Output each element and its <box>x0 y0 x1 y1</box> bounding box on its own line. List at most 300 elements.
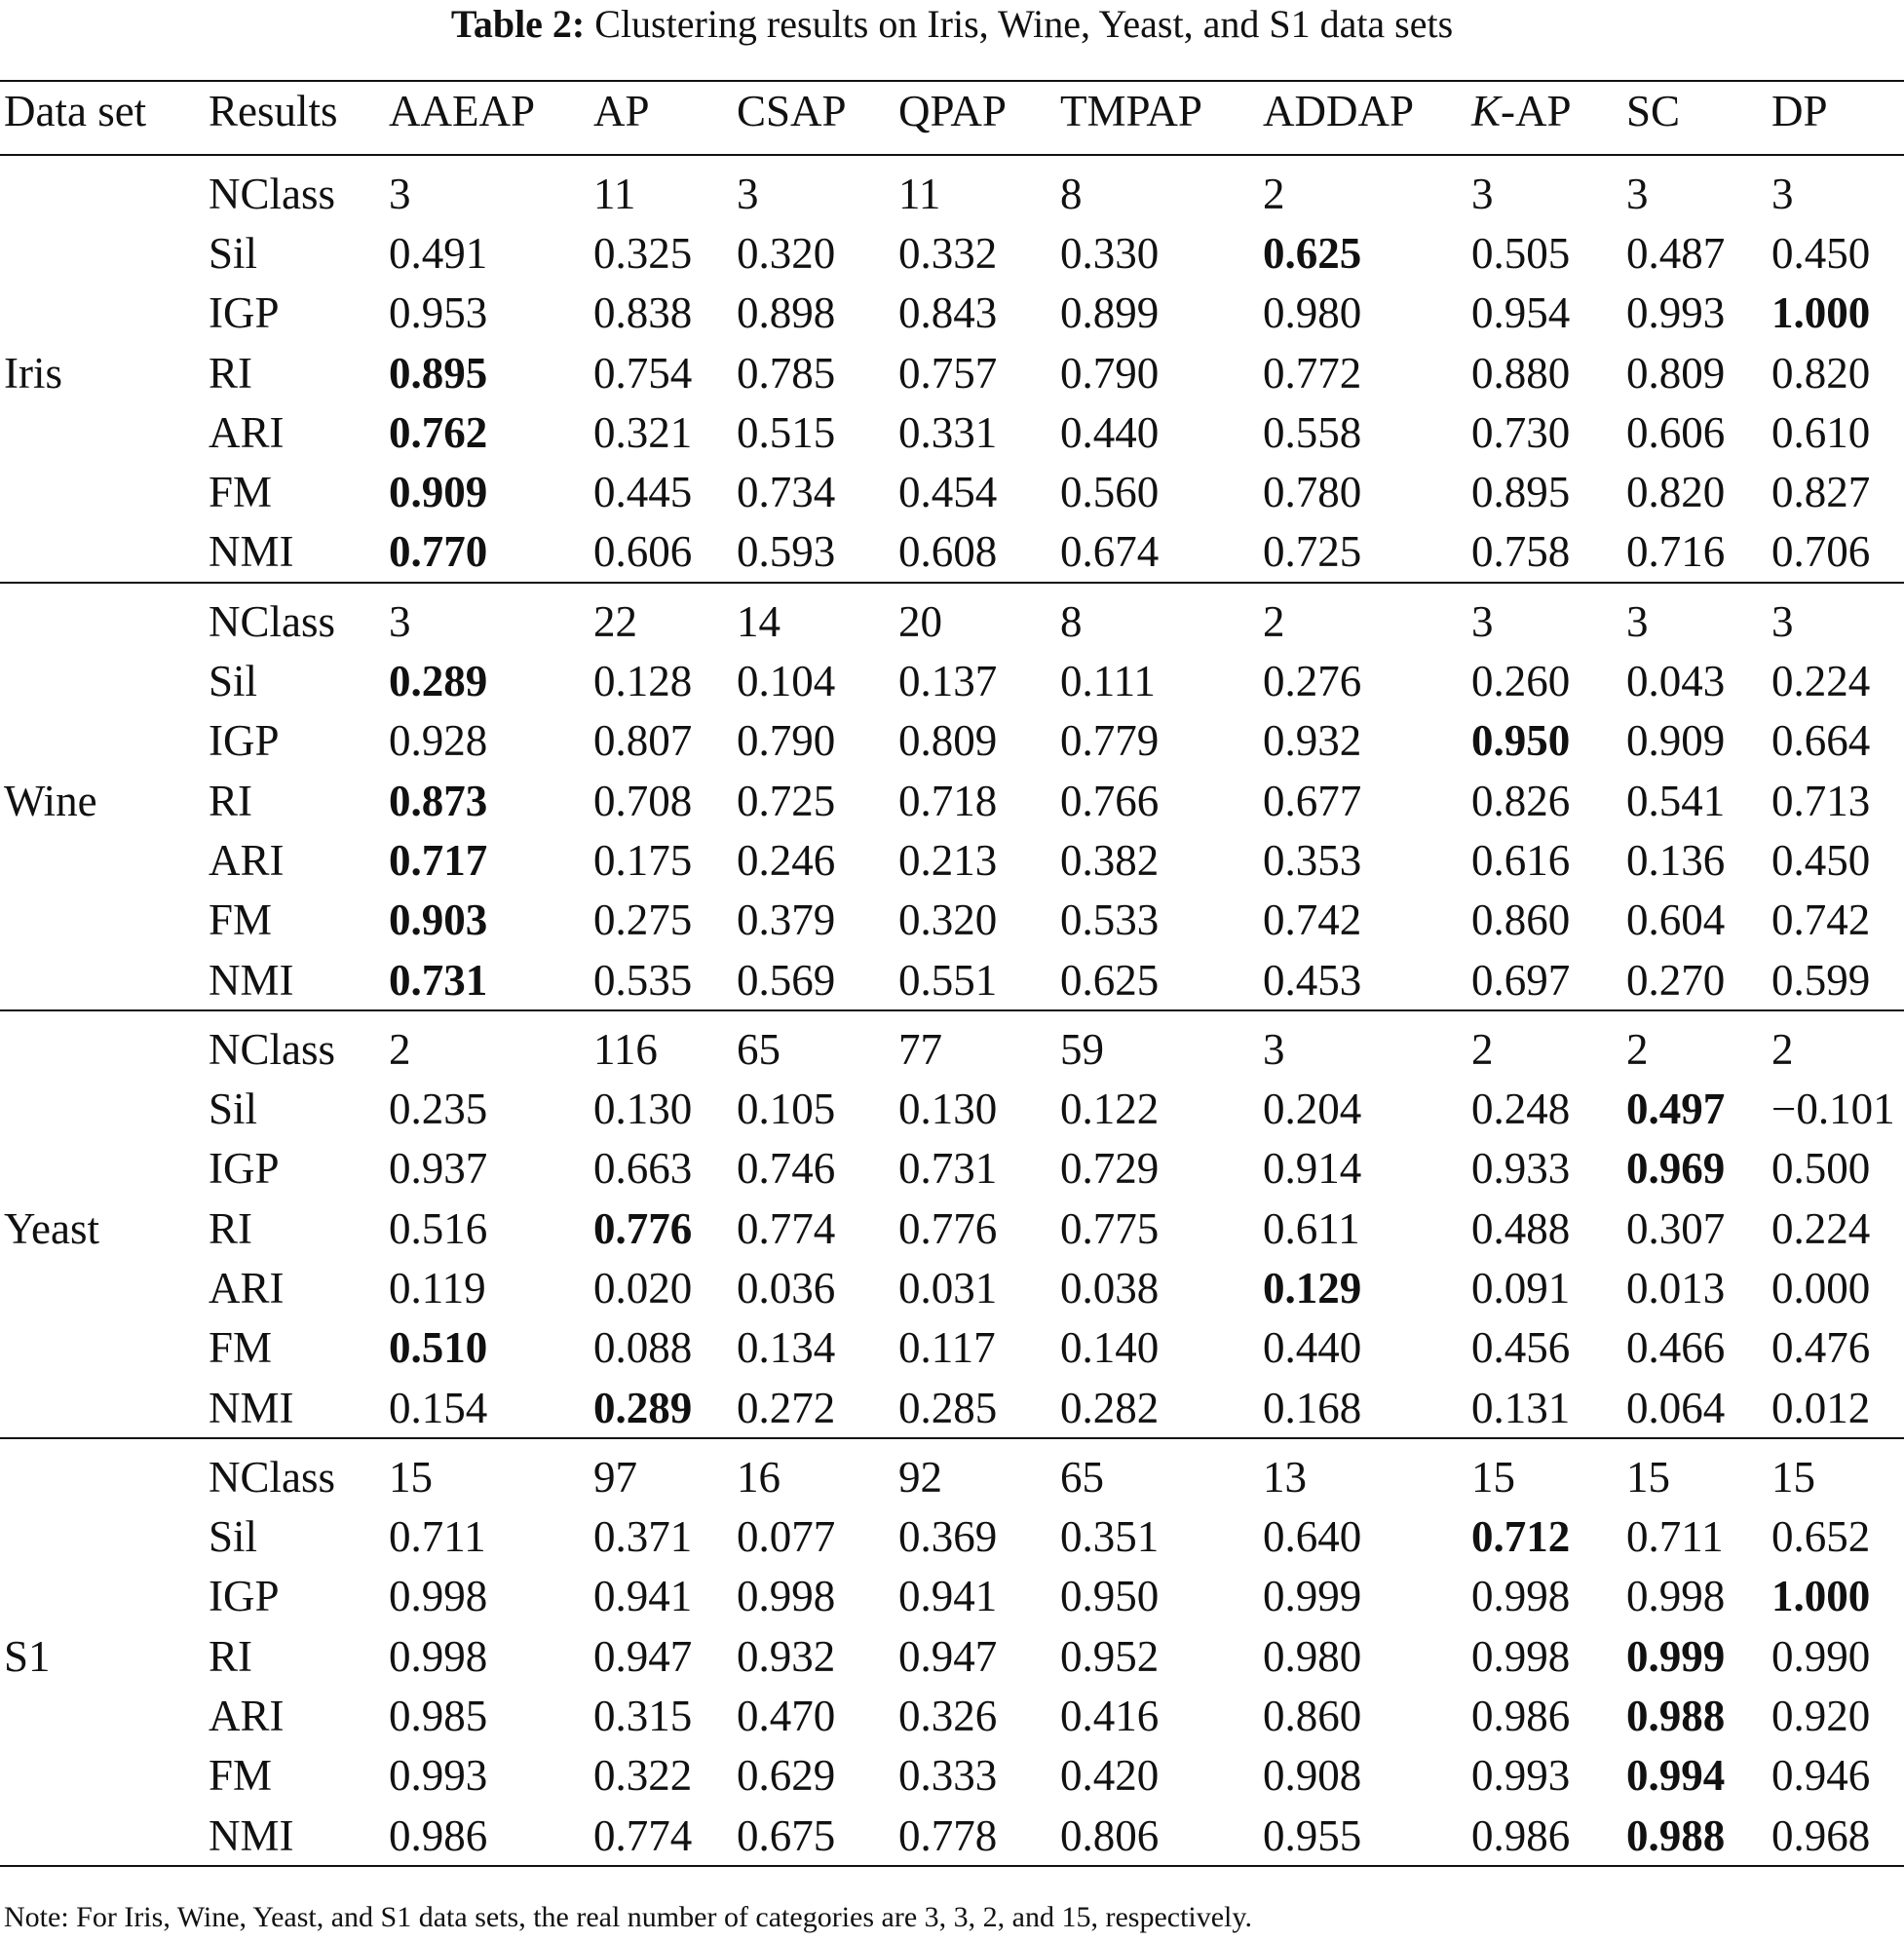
table-cell: 2 <box>1471 1024 1494 1074</box>
table-cell: 0.950 <box>1060 1572 1160 1621</box>
table-row <box>0 284 1904 343</box>
table-cell: 0.541 <box>1626 776 1726 825</box>
metric-label: Sil <box>209 1085 258 1134</box>
table-cell: 0.599 <box>1771 955 1871 1005</box>
table-cell: 0.988 <box>1626 1810 1726 1860</box>
metric-label: IGP <box>209 1144 280 1194</box>
table-cell: 0.128 <box>593 657 693 706</box>
metric-label: ARI <box>209 835 285 885</box>
table-cell: 0.119 <box>389 1263 486 1313</box>
table-cell: 0.932 <box>737 1631 836 1681</box>
dataset-group <box>0 1010 1904 1438</box>
metric-label: Sil <box>209 228 258 278</box>
metric-label: RI <box>209 1631 252 1681</box>
table-cell: 0.998 <box>1471 1631 1571 1681</box>
table-cell: 15 <box>1471 1452 1515 1502</box>
table-cell: 0.122 <box>1060 1085 1160 1134</box>
table-cell: 0.466 <box>1626 1323 1726 1373</box>
table-cell: 0.843 <box>898 288 998 338</box>
table-cell: 0.351 <box>1060 1512 1160 1562</box>
table-row <box>0 155 1904 223</box>
table-cell: 0.130 <box>593 1085 693 1134</box>
table-cell: 0.928 <box>389 716 488 766</box>
table-cell: 0.064 <box>1626 1383 1726 1432</box>
table-cell: 3 <box>1771 596 1794 646</box>
table-row <box>0 1139 1904 1199</box>
table-cell: 0.909 <box>389 468 488 517</box>
table-cell: 11 <box>898 169 941 218</box>
dataset-group <box>0 1438 1904 1866</box>
table-cell: 0.998 <box>1626 1572 1726 1621</box>
table-cell: 0.762 <box>389 407 488 457</box>
table-cell: 0.772 <box>1263 348 1362 398</box>
table-cell: 0.558 <box>1263 407 1362 457</box>
table-cell: 0.420 <box>1060 1751 1160 1801</box>
table-cell: 0.440 <box>1060 407 1160 457</box>
table-cell: 0.677 <box>1263 776 1362 825</box>
table-cell: 3 <box>1771 169 1794 218</box>
table-row <box>0 522 1904 583</box>
table-row <box>0 711 1904 771</box>
table-cell: 0.611 <box>1263 1203 1360 1253</box>
table-cell: 0.204 <box>1263 1085 1362 1134</box>
table-cell: 0.533 <box>1060 895 1160 945</box>
table-cell: 0.903 <box>389 895 488 945</box>
table-cell: 0.134 <box>737 1323 836 1373</box>
table-cell: 0.998 <box>389 1631 488 1681</box>
table-cell: 0.416 <box>1060 1692 1160 1741</box>
metric-label: NMI <box>209 1383 294 1432</box>
metric-label: FM <box>209 1323 273 1373</box>
table-cell: 0.895 <box>389 348 488 398</box>
table-cell: 0.776 <box>593 1203 693 1253</box>
table-cell: 0.154 <box>389 1383 488 1432</box>
metric-label: IGP <box>209 1572 280 1621</box>
table-cell: 3 <box>389 596 411 646</box>
table-cell: 0.371 <box>593 1512 693 1562</box>
table-row <box>0 771 1904 830</box>
table-cell: 3 <box>1263 1024 1285 1074</box>
table-cell: 0.860 <box>1471 895 1571 945</box>
table-cell: 0.774 <box>737 1203 836 1253</box>
table-cell: 0.353 <box>1263 835 1362 885</box>
column-header: AP <box>593 87 650 135</box>
table-cell: 0.986 <box>1471 1810 1571 1860</box>
table-cell: 0.282 <box>1060 1383 1160 1432</box>
table-cell: 0.706 <box>1771 527 1871 577</box>
table-cell: 8 <box>1060 596 1083 646</box>
table-cell: 22 <box>593 596 637 646</box>
table-cell: 0.105 <box>737 1085 836 1134</box>
table-cell: 0.140 <box>1060 1323 1160 1373</box>
table-cell: 0.758 <box>1471 527 1571 577</box>
table-cell: 0.450 <box>1771 835 1871 885</box>
table-cell: 0.130 <box>898 1085 998 1134</box>
table-cell: 0.730 <box>1471 407 1571 457</box>
table-cell: 0.608 <box>898 527 998 577</box>
dataset-name: Wine <box>4 776 97 825</box>
table-cell: 0.043 <box>1626 657 1726 706</box>
table-cell: 0.920 <box>1771 1692 1871 1741</box>
table-cell: 0.770 <box>389 527 488 577</box>
table-cell: 0.946 <box>1771 1751 1871 1801</box>
table-cell: 0.224 <box>1771 1203 1871 1253</box>
table-cell: 0.734 <box>737 468 836 517</box>
table-cell: 0.908 <box>1263 1751 1362 1801</box>
table-cell: 0.610 <box>1771 407 1871 457</box>
table-cell: 0.790 <box>1060 348 1160 398</box>
metric-label: Sil <box>209 1512 258 1562</box>
header-row <box>0 81 1904 155</box>
table-row <box>0 950 1904 1010</box>
table-cell: 0.104 <box>737 657 836 706</box>
table-cell: 0.955 <box>1263 1810 1362 1860</box>
table-cell: 3 <box>1471 169 1494 218</box>
table-cell: 14 <box>737 596 781 646</box>
table-cell: 0.980 <box>1263 288 1362 338</box>
table-cell: 0.456 <box>1471 1323 1571 1373</box>
metric-label: FM <box>209 468 273 517</box>
table-cell: 0.652 <box>1771 1512 1871 1562</box>
table-cell: 0.718 <box>898 776 998 825</box>
table-cell: 0.270 <box>1626 955 1726 1005</box>
metric-label: ARI <box>209 1692 285 1741</box>
table-cell: 0.260 <box>1471 657 1571 706</box>
table-cell: 0.510 <box>389 1323 488 1373</box>
table-cell: 0.729 <box>1060 1144 1160 1194</box>
column-header: QPAP <box>898 87 1007 135</box>
table-cell: 0.711 <box>1626 1512 1724 1562</box>
table-cell: 0.826 <box>1471 776 1571 825</box>
table-cell: 3 <box>1471 596 1494 646</box>
table-cell: 0.488 <box>1471 1203 1571 1253</box>
table-row <box>0 583 1904 651</box>
table-cell: 0.321 <box>593 407 693 457</box>
table-cell: 0.320 <box>898 895 998 945</box>
table-row <box>0 462 1904 521</box>
table-cell: 0.246 <box>737 835 836 885</box>
column-header: ADDAP <box>1263 87 1415 135</box>
table-cell: 0.516 <box>389 1203 488 1253</box>
table-cell: 0.899 <box>1060 288 1160 338</box>
table-row <box>0 1626 1904 1686</box>
table-cell: 0.994 <box>1626 1751 1726 1801</box>
table-cell: 0.993 <box>1626 288 1726 338</box>
table-cell: 8 <box>1060 169 1083 218</box>
table-cell: 0.766 <box>1060 776 1160 825</box>
table-row <box>0 223 1904 283</box>
table-cell: 0.137 <box>898 657 998 706</box>
metric-label: NClass <box>209 1024 336 1074</box>
results-table <box>0 80 1904 1867</box>
table-cell: 0.780 <box>1263 468 1362 517</box>
table-cell: 0.988 <box>1626 1692 1726 1741</box>
metric-label: ARI <box>209 407 285 457</box>
table-cell: 0.998 <box>389 1572 488 1621</box>
table-row <box>0 1079 1904 1138</box>
table-cell: 0.713 <box>1771 776 1871 825</box>
table-cell: 0.606 <box>593 527 693 577</box>
metric-label: IGP <box>209 288 280 338</box>
metric-label: NClass <box>209 1452 336 1502</box>
metric-label: FM <box>209 1751 273 1801</box>
table-note: Note: For Iris, Wine, Yeast, and S1 data sets, the real number of categories are 3, 3, 2, and 15, respectively. <box>4 1901 1252 1933</box>
table-cell: 0.809 <box>1626 348 1726 398</box>
metric-label: RI <box>209 776 252 825</box>
column-header: CSAP <box>737 87 847 135</box>
table-cell: 0.088 <box>593 1323 693 1373</box>
table-row <box>0 1746 1904 1806</box>
table-cell: 0.175 <box>593 835 693 885</box>
table-cell: 116 <box>593 1024 658 1074</box>
table-cell: 0.947 <box>898 1631 998 1681</box>
table-cell: 0.941 <box>898 1572 998 1621</box>
table-cell: 2 <box>389 1024 411 1074</box>
table-cell: 0.307 <box>1626 1203 1726 1253</box>
table-cell: 0.330 <box>1060 228 1160 278</box>
table-cell: 0.674 <box>1060 527 1160 577</box>
table-cell: 0.742 <box>1771 895 1871 945</box>
table-cell: 0.953 <box>389 288 488 338</box>
table-row <box>0 1567 1904 1626</box>
table-row <box>0 1686 1904 1745</box>
table-cell: 3 <box>389 169 411 218</box>
table-cell: 15 <box>1771 1452 1815 1502</box>
table-cell: 0.131 <box>1471 1383 1571 1432</box>
table-cell: 0.379 <box>737 895 836 945</box>
table-cell: 0.285 <box>898 1383 998 1432</box>
table-cell: 0.950 <box>1471 716 1571 766</box>
table-row <box>0 1199 1904 1258</box>
table-cell: 0.898 <box>737 288 836 338</box>
table-cell: 11 <box>593 169 636 218</box>
table-cell: 0.998 <box>1471 1572 1571 1621</box>
table-cell: 0.746 <box>737 1144 836 1194</box>
metric-label: RI <box>209 1203 252 1253</box>
table-row <box>0 1507 1904 1567</box>
table-cell: 0.716 <box>1626 527 1726 577</box>
table-cell: 0.914 <box>1263 1144 1362 1194</box>
table-cell: 3 <box>1626 169 1649 218</box>
table-cell: 0.806 <box>1060 1810 1160 1860</box>
table-row <box>0 651 1904 710</box>
table-cell: 0.224 <box>1771 657 1871 706</box>
table-cell: 1.000 <box>1771 288 1871 338</box>
table-row <box>0 1438 1904 1506</box>
table-cell: 0.993 <box>1471 1751 1571 1801</box>
table-cell: 0.827 <box>1771 468 1871 517</box>
table-cell: 0.880 <box>1471 348 1571 398</box>
table-cell: 1.000 <box>1771 1572 1871 1621</box>
table-cell: 0.999 <box>1626 1631 1726 1681</box>
table-row <box>0 891 1904 950</box>
table-cell: 0.453 <box>1263 955 1362 1005</box>
table-cell: 0.675 <box>737 1810 836 1860</box>
table-cell: 0.331 <box>898 407 998 457</box>
table-cell: 2 <box>1263 169 1285 218</box>
table-cell: 77 <box>898 1024 942 1074</box>
caption-text: Clustering results on Iris, Wine, Yeast, and S1 data sets <box>594 2 1454 46</box>
table-cell: 0.604 <box>1626 895 1726 945</box>
table-cell: 0.711 <box>389 1512 486 1562</box>
table-cell: 0.616 <box>1471 835 1571 885</box>
table-cell: 0.807 <box>593 716 693 766</box>
table-cell: 0.947 <box>593 1631 693 1681</box>
column-header: K-AP <box>1471 87 1572 135</box>
table-cell: 0.785 <box>737 348 836 398</box>
table-cell: 0.742 <box>1263 895 1362 945</box>
table-cell: 0.941 <box>593 1572 693 1621</box>
table-cell: 0.986 <box>1471 1692 1571 1741</box>
table-cell: 0.593 <box>737 527 836 577</box>
table-cell: 0.497 <box>1626 1085 1726 1134</box>
table-cell: 0.779 <box>1060 716 1160 766</box>
table-cell: 2 <box>1263 596 1285 646</box>
table-cell: 0.969 <box>1626 1144 1726 1194</box>
table-cell: 0.117 <box>898 1323 996 1373</box>
table-cell: 0.322 <box>593 1751 693 1801</box>
table-cell: 3 <box>1626 596 1649 646</box>
table-cell: 0.320 <box>737 228 836 278</box>
table-cell: 0.790 <box>737 716 836 766</box>
table-cell: 0.809 <box>898 716 998 766</box>
table-cell: 0.560 <box>1060 468 1160 517</box>
table-cell: 13 <box>1263 1452 1307 1502</box>
table-cell: 0.778 <box>898 1810 998 1860</box>
table-cell: 0.873 <box>389 776 488 825</box>
table-cell: 0.725 <box>737 776 836 825</box>
table-cell: 0.754 <box>593 348 693 398</box>
table-cell: 0.629 <box>737 1751 836 1801</box>
table-cell: 0.664 <box>1771 716 1871 766</box>
table-row <box>0 830 1904 890</box>
table-cell: 0.569 <box>737 955 836 1005</box>
table-cell: 0.663 <box>593 1144 693 1194</box>
table-cell: 0.031 <box>898 1263 998 1313</box>
metric-label: NMI <box>209 955 294 1005</box>
table-cell: 0.315 <box>593 1692 693 1741</box>
table-cell: 0.986 <box>389 1810 488 1860</box>
table-cell: 0.515 <box>737 407 836 457</box>
table-cell: 0.129 <box>1263 1263 1362 1313</box>
metric-label: RI <box>209 348 252 398</box>
table-row <box>0 1318 1904 1378</box>
table-cell: 0.248 <box>1471 1085 1571 1134</box>
dataset-name: Yeast <box>4 1203 99 1253</box>
table-cell: 0.968 <box>1771 1810 1871 1860</box>
table-cell: 0.860 <box>1263 1692 1362 1741</box>
table-cell: 20 <box>898 596 942 646</box>
table-cell: 92 <box>898 1452 942 1502</box>
table-cell: 0.440 <box>1263 1323 1362 1373</box>
table-cell: 0.725 <box>1263 527 1362 577</box>
column-header: Results <box>209 87 338 135</box>
column-header: SC <box>1626 87 1681 135</box>
table-row <box>0 402 1904 462</box>
table-cell: 0.487 <box>1626 228 1726 278</box>
metric-label: NClass <box>209 169 336 218</box>
table-cell: 0.136 <box>1626 835 1726 885</box>
table-cell: 0.036 <box>737 1263 836 1313</box>
table-cell: 0.235 <box>389 1085 488 1134</box>
table-cell: 0.937 <box>389 1144 488 1194</box>
table-cell: 0.731 <box>389 955 488 1005</box>
table-cell: 0.697 <box>1471 955 1571 1005</box>
column-header: AAEAP <box>389 87 536 135</box>
table-cell: 0.932 <box>1263 716 1362 766</box>
table-cell: 0.820 <box>1626 468 1726 517</box>
table-cell: 0.445 <box>593 468 693 517</box>
table-cell: 97 <box>593 1452 637 1502</box>
metric-label: NMI <box>209 527 294 577</box>
dataset-group <box>0 155 1904 583</box>
table-cell: 0.038 <box>1060 1263 1160 1313</box>
table-cell: 0.111 <box>1060 657 1156 706</box>
dataset-name: Iris <box>4 348 62 398</box>
table-row <box>0 1806 1904 1866</box>
table-row <box>0 1010 1904 1079</box>
table-cell: 65 <box>1060 1452 1104 1502</box>
table-cell: 16 <box>737 1452 781 1502</box>
table-cell: 0.505 <box>1471 228 1571 278</box>
table-cell: 0.774 <box>593 1810 693 1860</box>
table-cell: 0.272 <box>737 1383 836 1432</box>
table-cell: 59 <box>1060 1024 1104 1074</box>
table-cell: 0.013 <box>1626 1263 1726 1313</box>
table-cell: 0.717 <box>389 835 488 885</box>
table-cell: 0.077 <box>737 1512 836 1562</box>
dataset-name: S1 <box>4 1631 51 1681</box>
column-header: DP <box>1771 87 1828 135</box>
table-cell: 0.731 <box>898 1144 998 1194</box>
table-cell: 0.625 <box>1060 955 1160 1005</box>
table-cell: 0.289 <box>389 657 488 706</box>
table-cell: 0.775 <box>1060 1203 1160 1253</box>
table-cell: 0.708 <box>593 776 693 825</box>
table-cell: 0.838 <box>593 288 693 338</box>
table-cell: 0.535 <box>593 955 693 1005</box>
table-cell: 0.382 <box>1060 835 1160 885</box>
table-cell: 0.820 <box>1771 348 1871 398</box>
table-row <box>0 343 1904 402</box>
table-cell: 0.757 <box>898 348 998 398</box>
table-cell: 0.491 <box>389 228 488 278</box>
table-cell: 0.712 <box>1471 1512 1571 1562</box>
metric-label: ARI <box>209 1263 285 1313</box>
table-header <box>0 81 1904 155</box>
table-cell: 0.776 <box>898 1203 998 1253</box>
table-row <box>0 1258 1904 1317</box>
table-cell: 0.213 <box>898 835 998 885</box>
table-cell: 0.551 <box>898 955 998 1005</box>
table-cell: 0.332 <box>898 228 998 278</box>
table-cell: 0.091 <box>1471 1263 1571 1313</box>
table-cell: 0.909 <box>1626 716 1726 766</box>
table-cell: 0.369 <box>898 1512 998 1562</box>
table-cell: 0.276 <box>1263 657 1362 706</box>
table-cell: 0.954 <box>1471 288 1571 338</box>
table-cell: 65 <box>737 1024 781 1074</box>
table-cell: 15 <box>1626 1452 1670 1502</box>
column-header: TMPAP <box>1060 87 1202 135</box>
table-cell: 0.168 <box>1263 1383 1362 1432</box>
table-cell: 3 <box>737 169 759 218</box>
table-cell: 2 <box>1626 1024 1649 1074</box>
table-cell: 0.325 <box>593 228 693 278</box>
metric-label: IGP <box>209 716 280 766</box>
table-cell: 0.326 <box>898 1692 998 1741</box>
table-row <box>0 1378 1904 1438</box>
